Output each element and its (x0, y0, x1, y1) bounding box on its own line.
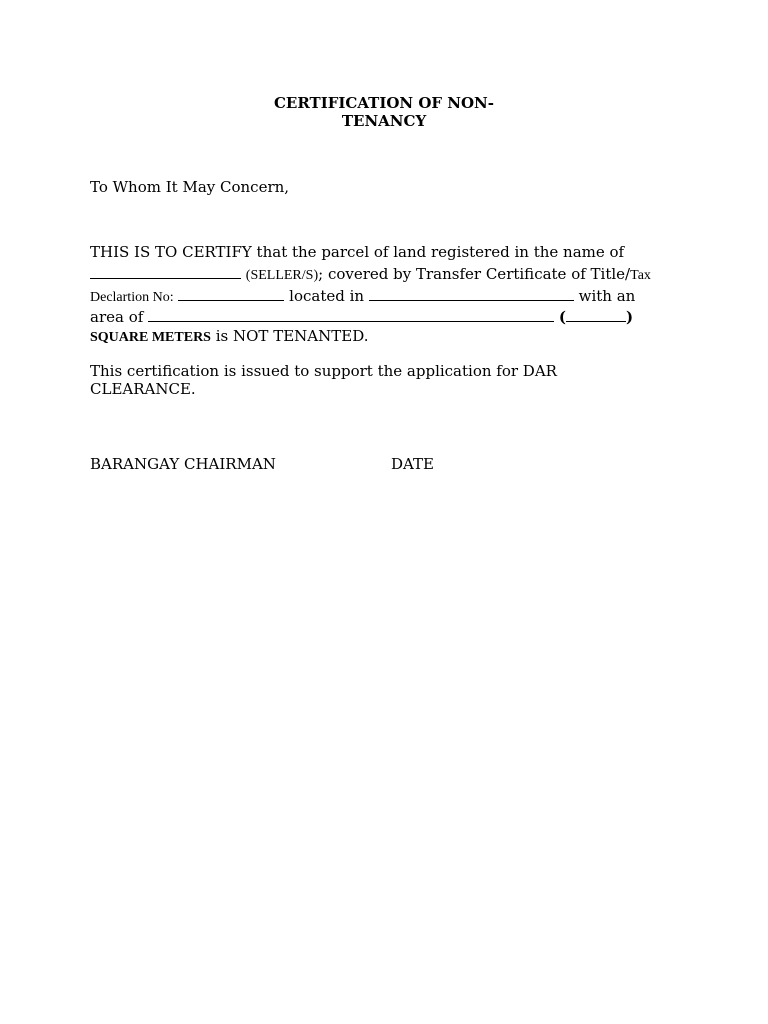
certify-line-4 (90, 307, 633, 326)
area-of-text: area of (90, 308, 144, 326)
purpose-line-2: CLEARANCE. (90, 380, 196, 398)
paren-close: ) (625, 308, 634, 326)
certify-line-5 (90, 327, 368, 347)
date-label: DATE (391, 455, 434, 473)
purpose-line-1: This certification is issued to support the application for DAR (90, 362, 557, 380)
area-number-blank (566, 307, 626, 322)
certify-line-2 (90, 264, 651, 285)
located-in-text: located in (289, 287, 365, 305)
covered-by-text: ; covered by Transfer Certificate of Title/ (318, 265, 631, 283)
certify-intro-text: THIS IS TO CERTIFY that the parcel of land registered in the name of (90, 243, 625, 261)
declaration-number-blank (178, 286, 284, 301)
document-title-line-2: TENANCY (341, 112, 427, 130)
with-an-text: with an (578, 287, 636, 305)
location-blank (369, 286, 574, 301)
not-tenanted-text: is NOT TENANTED. (215, 327, 369, 345)
area-words-blank (148, 307, 554, 322)
paren-open: ( (558, 308, 566, 326)
tax-word: Tax (630, 268, 651, 283)
certify-line-1 (90, 243, 624, 261)
certify-line-3 (90, 286, 635, 307)
declaration-label: Declartion No: (90, 290, 174, 305)
document-title-line-1: CERTIFICATION OF NON- (273, 94, 494, 112)
seller-name-blank (90, 264, 241, 279)
barangay-chairman-label: BARANGAY CHAIRMAN (90, 455, 276, 473)
square-meters-label: SQUARE METERS (90, 330, 211, 345)
salutation: To Whom It May Concern, (90, 178, 290, 196)
seller-label: (SELLER/S) (245, 268, 319, 283)
